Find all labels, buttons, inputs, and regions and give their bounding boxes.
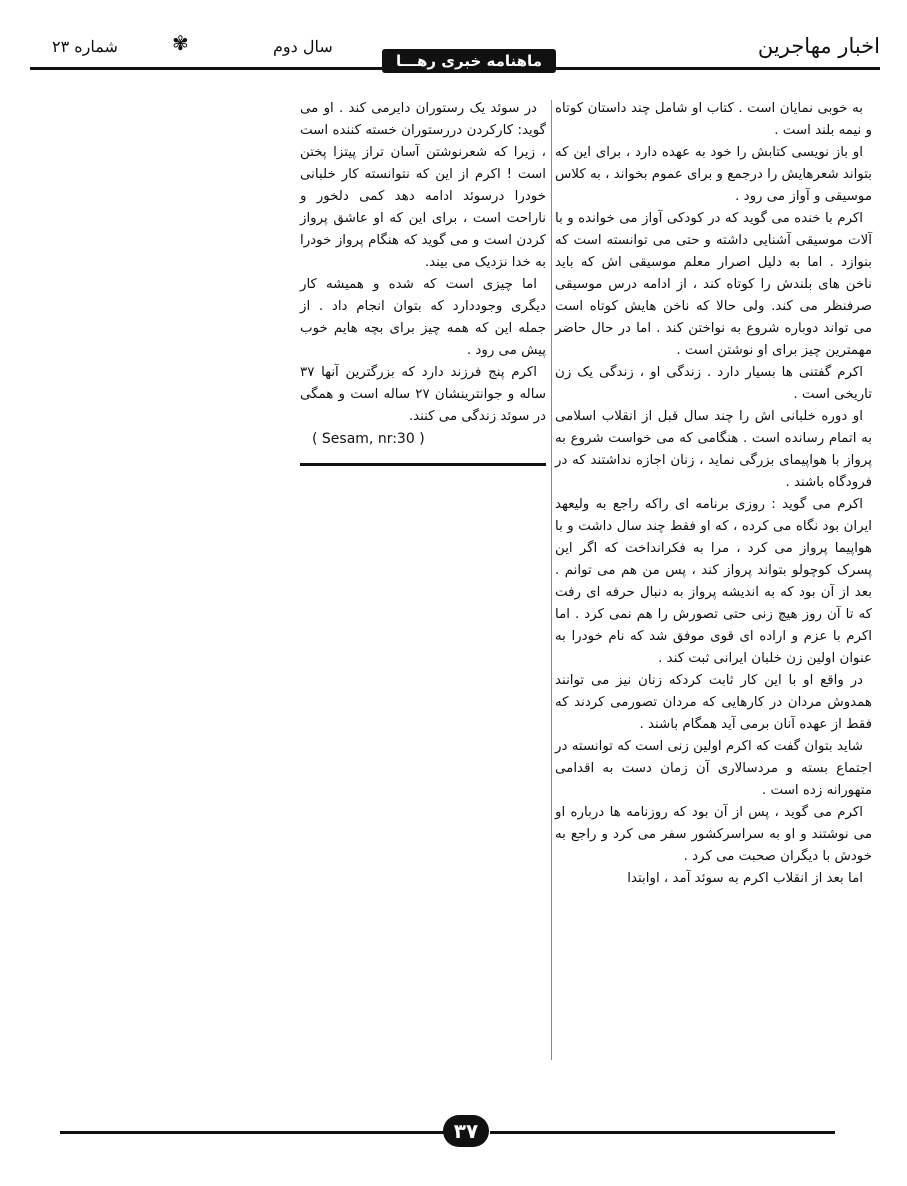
footer-rule-right [490, 1131, 835, 1134]
page-header [30, 28, 880, 78]
article-end-rule [300, 463, 546, 466]
volume-year: سال دوم [273, 37, 333, 56]
paragraph: اکرم می گوید ، پس از آن بود که روزنامه ها درباره او می نوشتند و او به سراسرکشور سفر می کرد و راجع به خودش با دیگران صحبت می کرد . [555, 805, 872, 864]
column-divider [551, 100, 552, 1060]
source-citation: ( Sesam, nr:30 ) [312, 431, 425, 447]
paragraph: او دوره خلبانی اش را چند سال قبل از انقلاب اسلامی به اتمام رسانده است . هنگامی که می خواست شروع به پرواز با هواپیمای بزرگی نماید ، زنان اجازه نداشتند که در فرودگاه باشند . [555, 409, 872, 490]
paragraph: در سوئد یک رستوران دایرمی کند . او می گوید: کارکردن دررستوران خسته کننده است ، زیرا که شعرنوشتن آسان تراز پیتزا پختن است ! اکرم از این که نتوانسته کار خلبانی خودرا درسوئد ادامه دهد کمی دلخور و ناراحت است ، برای این که او عاشق پرواز کردن است و می گوید که هنگام پرواز خودرا به خدا نزدیک می بیند. [300, 101, 546, 270]
paragraph: شاید بتوان گفت که اکرم اولین زنی است که توانسته در اجتماع بسته و مردسالاری آن زمان دست به اقدامی متهورانه زده است . [555, 739, 872, 798]
footer-rule-left [60, 1131, 446, 1134]
page-number: ۳۷ [443, 1115, 489, 1147]
paragraph: اکرم با خنده می گوید که در کودکی آواز می خوانده و با آلات موسیقی آشنایی داشته و حتی می توانسته است که بنوازد . اما به دلیل اصرار معلم موسیقی اش که باید ناخن های بلندش را کوتاه کند ، از ادامه درس موسیقی صرفنظر می کند. ولی حالا که ناخن هایش کوتاه است می تواند دوباره شروع به نواختن کند . اما در حال حاضر مهمترین چیز برای او نوشتن است . [555, 211, 872, 358]
paragraph: اکرم پنج فرزند دارد که بزرگترین آنها ۳۷ ساله و جوانترینشان ۲۷ ساله است و همگی در سوئد زندگی می کنند. [300, 365, 546, 424]
article-left-column [300, 98, 546, 428]
paragraph: اما چیزی است که شده و همیشه کار دیگری وجوددارد که بتوان انجام داد . از جمله این که همه چیز برای بچه هایم خوب پیش می رود . [300, 277, 546, 358]
issue-number: شماره ۲۳ [52, 37, 118, 56]
paragraph: او باز نویسی کتابش را خود به عهده دارد ، برای این که بتواند شعرهایش را درجمع و برای عموم بخواند ، به کلاس موسیقی و آواز می رود . [555, 145, 872, 204]
paragraph: به خوبی نمایان است . کتاب او شامل چند داستان کوتاه و نیمه بلند است . [555, 101, 872, 138]
paragraph: اکرم می گوید : روزی برنامه ای راکه راجع به ولیعهد ایران بود نگاه می کرده ، که او فقط چند سال داشت و با هواپیما پرواز می کرد ، مرا به فکرانداخت که اگر این پسرک کوچولو بتواند پرواز کند ، پس من هم می توانم . بعد از آن بود که به اندیشه پرواز به دنبال حرفه ای رفت که تا آن روز هیچ زنی حتی تصورش را هم نمی کرد . اما اکرم با عزم و اراده ای قوی موفق شد که نام خودرا به عنوان اولین زن خلبان ایرانی ثبت کند . [555, 497, 872, 666]
paragraph: اما بعد از انقلاب اکرم به سوئد آمد ، اوابتدا [627, 871, 863, 886]
article-right-column [555, 98, 872, 890]
magazine-banner: ماهنامه خبری رهـــا [382, 49, 556, 73]
publication-name: اخبار مهاجرين [757, 34, 880, 58]
paragraph: اکرم گفتنی ها بسیار دارد . زندگی او ، زندگی یک زن تاریخی است . [555, 365, 872, 402]
paragraph: در واقع او با این کار ثابت کردکه زنان نیز می توانند همدوش مردان در کارهایی که مردان تصورمی کردند که فقط از عهده آنان برمی آید همگام باشند . [555, 673, 872, 732]
flower-ornament-icon: ✾ [172, 31, 189, 55]
